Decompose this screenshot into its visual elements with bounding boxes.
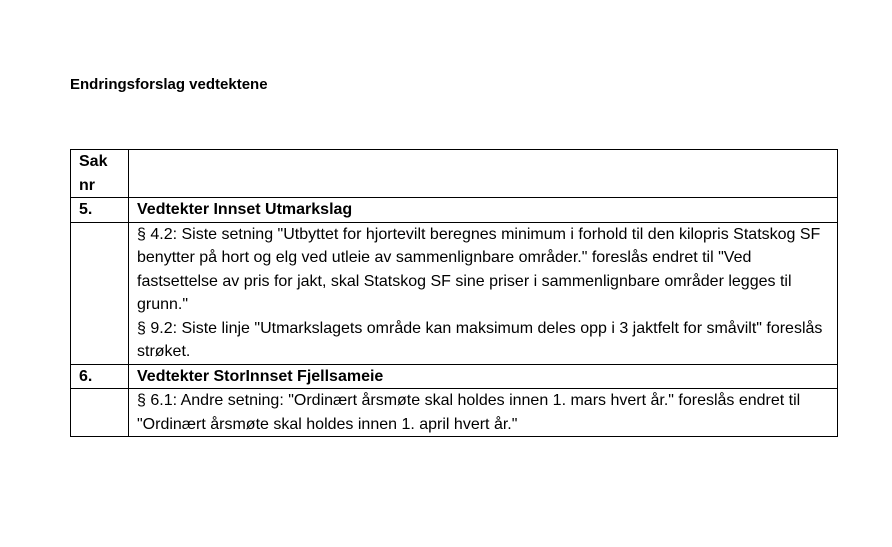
amendments-table	[70, 149, 838, 437]
item-number: 5.	[71, 198, 129, 223]
table-header-row	[71, 150, 838, 198]
table-row	[71, 364, 838, 389]
header-sak-nr	[71, 150, 129, 198]
item-number: 6.	[71, 364, 129, 389]
item-heading: Vedtekter Innset Utmarkslag	[129, 198, 838, 223]
table-row	[71, 222, 838, 364]
item-paragraph: § 4.2: Siste setning "Utbyttet for hjortevilt beregnes minimum i forhold til den kilopris Statskog SF benytter på hort og elg ved utleie av sammenlignbare områder." foreslås endret til "Ved fastsettelse av pris for jakt, skal Statskog SF sine priser i sammenlignbare områder legges til grunn."	[137, 225, 821, 313]
item-number-empty	[71, 222, 129, 364]
table-row	[71, 198, 838, 223]
table-row	[71, 389, 838, 437]
item-body	[129, 389, 838, 437]
item-heading: Vedtekter StorInnset Fjellsameie	[129, 364, 838, 389]
header-sak-nr-label: Sak nr	[79, 153, 108, 194]
item-paragraph: § 9.2: Siste linje "Utmarkslagets område kan maksimum deles opp i 3 jaktfelt for småvilt" foreslås strøket.	[137, 319, 823, 360]
header-text-cell	[129, 150, 838, 198]
item-body	[129, 222, 838, 364]
document-title: Endringsforslag vedtektene	[70, 76, 268, 93]
item-number-empty	[71, 389, 129, 437]
item-paragraph: § 6.1: Andre setning: "Ordinært årsmøte skal holdes innen 1. mars hvert år." foreslås endret til "Ordinært årsmøte skal holdes innen 1. april hvert år."	[137, 392, 801, 433]
